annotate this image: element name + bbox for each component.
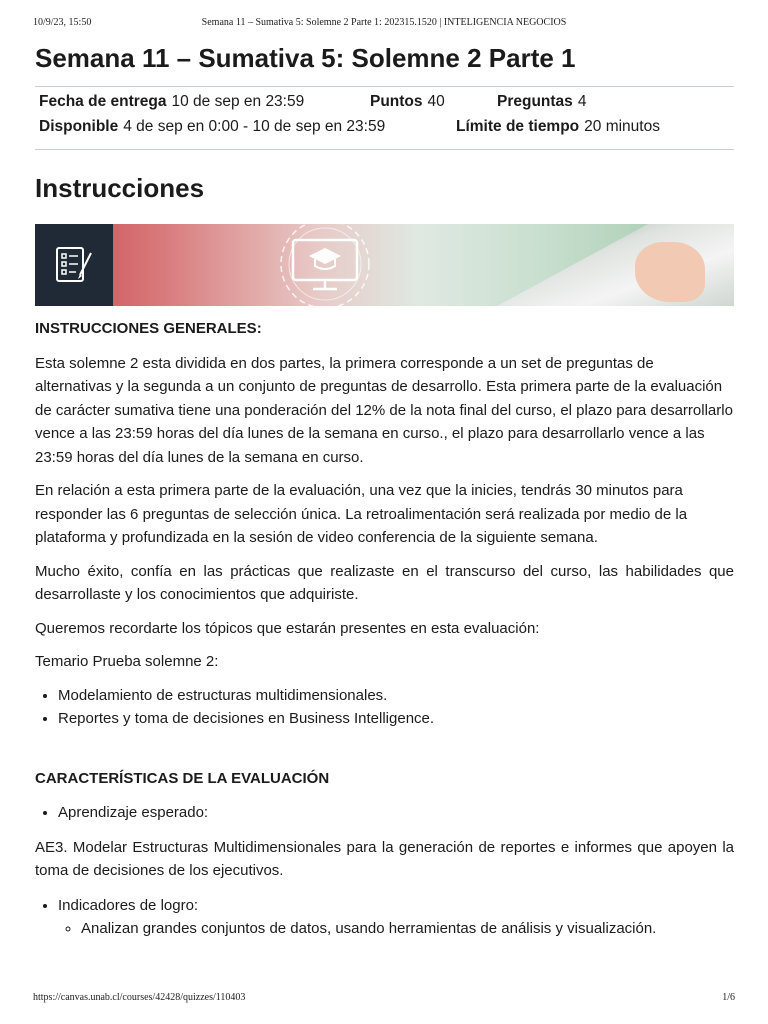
questions bbox=[497, 93, 586, 111]
questions-label: Preguntas bbox=[497, 93, 573, 110]
banner-hands bbox=[635, 242, 705, 302]
availability-value: 4 de sep en 0:00 - 10 de sep en 23:59 bbox=[123, 118, 386, 135]
time-limit-label: Límite de tiempo bbox=[456, 118, 580, 135]
points-value: 40 bbox=[427, 93, 445, 110]
print-date: 10/9/23, 15:50 bbox=[33, 17, 92, 28]
expected-learning-list bbox=[35, 801, 734, 825]
quiz-content bbox=[35, 40, 734, 941]
checklist-icon bbox=[54, 245, 94, 285]
availability bbox=[39, 118, 385, 136]
due-date-value: 10 de sep en 23:59 bbox=[171, 93, 305, 110]
topics-list bbox=[35, 684, 734, 731]
instructions-banner bbox=[35, 224, 734, 306]
instructions-paragraph-3: Mucho éxito, confía en las prácticas que realizaste en el transcurso del curso, las habilidades que desarrollaste y los conocimientos que adquiriste. bbox=[35, 562, 734, 603]
due-date bbox=[39, 93, 304, 111]
points bbox=[370, 93, 445, 111]
time-limit bbox=[456, 118, 660, 136]
list-item: ◦ Analizan grandes conjuntos de datos, usando herramientas de análisis y visualización. bbox=[81, 917, 734, 941]
expected-learning-text: AE3. Modelar Estructuras Multidimensionales para la generación de reportes e informes que apoyen la toma de decisiones de los ejecutivos. bbox=[35, 838, 734, 879]
availability-label: Disponible bbox=[39, 118, 119, 135]
list-item: • Modelamiento de estructuras multidimensionales. bbox=[58, 684, 734, 708]
page-title: Semana 11 – Sumativa 5: Solemne 2 Parte 1 bbox=[35, 43, 576, 73]
list-item: • Aprendizaje esperado: bbox=[58, 801, 734, 825]
instructions-paragraph-1: Esta solemne 2 esta dividida en dos partes, la primera corresponde a un set de preguntas de alternativas y la segunda a un conjunto de preguntas de desarrollo. Esta primera parte de la evaluación de carácter sumativa tiene una ponderación del 12% de la nota final del curso, el plazo para desarrollarlo vence a las 23:59 horas del día lunes de la semana en curso., el plazo para desarrollarlo vence a las 23:59 horas del día lunes de la semana en curso. bbox=[35, 354, 733, 466]
print-footer bbox=[33, 992, 735, 1006]
indicators-sublist bbox=[58, 917, 734, 941]
general-instructions-heading: INSTRUCCIONES GENERALES: bbox=[35, 320, 262, 337]
list-item: • Reportes y toma de decisiones en Business Intelligence. bbox=[58, 707, 734, 731]
due-date-label: Fecha de entrega bbox=[39, 93, 167, 110]
points-label: Puntos bbox=[370, 93, 423, 110]
divider-bottom bbox=[35, 149, 734, 150]
indicators-list bbox=[35, 894, 734, 941]
instructions-body bbox=[35, 317, 734, 941]
list-item bbox=[58, 894, 734, 941]
indicators-label: Indicadores de logro: bbox=[58, 896, 199, 914]
print-page-title: Semana 11 – Sumativa 5: Solemne 2 Parte 1: 202315.1520 | INTELIGENCIA NEGOCIOS bbox=[201, 17, 567, 28]
syllabus-label: Temario Prueba solemne 2: bbox=[35, 653, 219, 670]
quiz-details bbox=[35, 87, 734, 149]
print-url: https://canvas.unab.cl/courses/42428/quizzes/110403 bbox=[33, 992, 246, 1003]
questions-value: 4 bbox=[577, 93, 587, 110]
instructions-paragraph-2: En relación a esta primera parte de la evaluación, una vez que la inicies, tendrás 30 minutos para responder las 6 preguntas de selección única. La retroalimentación será realizada por medio de la plataforma y profundizada en la sesión de video conferencia de la siguiente semana. bbox=[35, 482, 688, 546]
monitor-graduation-cap-icon bbox=[255, 224, 395, 306]
print-header bbox=[33, 17, 735, 31]
instructions-paragraph-4: Queremos recordarte los tópicos que estarán presentes en esta evaluación: bbox=[35, 619, 540, 637]
banner-icon-panel bbox=[35, 224, 113, 306]
page-number: 1/6 bbox=[722, 992, 735, 1003]
time-limit-value: 20 minutos bbox=[584, 118, 660, 135]
characteristics-heading: CARACTERÍSTICAS DE LA EVALUACIÓN bbox=[35, 769, 330, 787]
instructions-title: Instrucciones bbox=[35, 173, 205, 203]
